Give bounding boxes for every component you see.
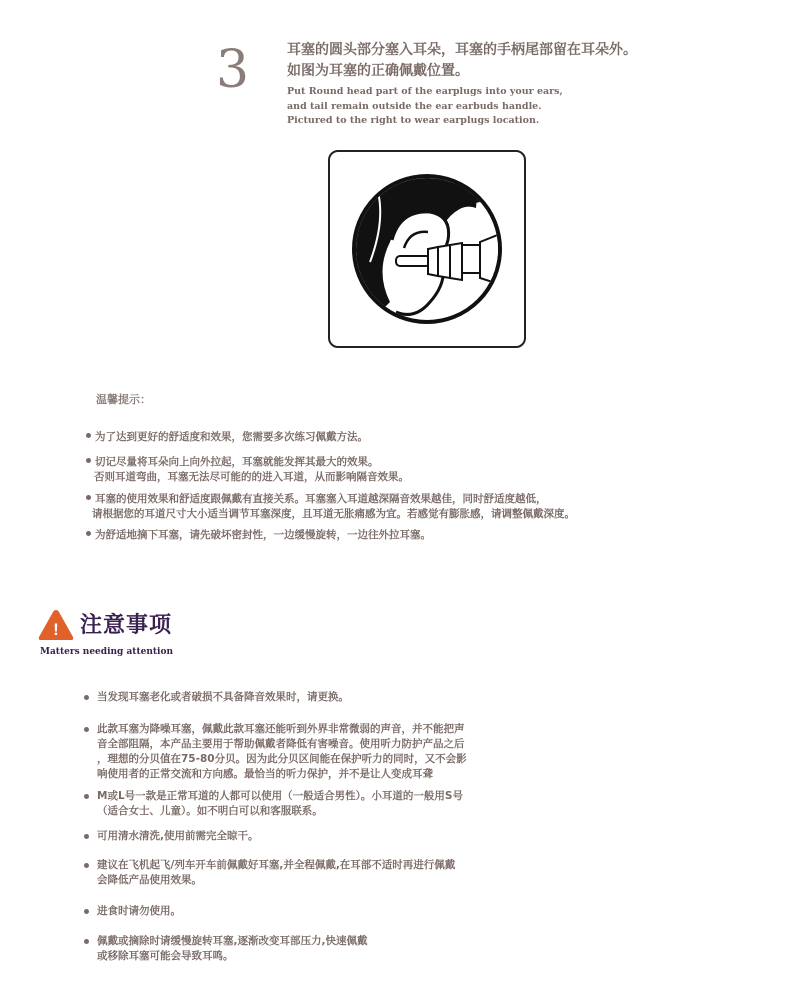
bullet-icon: [84, 863, 89, 868]
bullet-icon: [86, 458, 91, 463]
note-line: M或L号一款是正常耳道的人都可以使用（一般适合男性）。小耳道的一般用S号: [97, 790, 463, 802]
tip-item: [86, 455, 726, 470]
note-item: [84, 829, 544, 844]
tip-item: [86, 430, 726, 445]
bullet-icon: [86, 433, 91, 438]
note-line: 响使用者的正常交流和方向感。最恰当的听力保护，并不是让人变成耳聋: [97, 768, 433, 780]
bullet-icon: [84, 727, 89, 732]
tip-text: 否则耳道弯曲，耳塞无法尽可能的的进入耳道，从而影响隔音效果。: [94, 471, 409, 483]
warning-triangle-icon: [38, 609, 74, 641]
note-line: 音全部阻隔，本产品主要用于帮助佩戴者降低有害噪音。使用听力防护产品之后: [97, 738, 465, 750]
note-item: [84, 904, 544, 919]
note-line: 当发现耳塞老化或者破损不具备降音效果时，请更换。: [97, 691, 349, 703]
warning-title: 注意事项: [80, 613, 173, 638]
note-item: [84, 722, 544, 782]
bullet-icon: [84, 695, 89, 700]
tip-text: 请根据您的耳道尺寸大小适当调节耳塞深度，且耳道无胀痛感为宜。若感觉有膨胀感，请调整佩戴深度。: [92, 508, 575, 520]
step-instruction-cn: [287, 40, 747, 82]
note-line: 可用清水清洗,使用前需完全晾干。: [97, 830, 259, 842]
tip-item: [86, 528, 726, 543]
step-cn-line1: 耳塞的圆头部分塞入耳朵，耳塞的手柄尾部留在耳朵外。: [287, 42, 637, 58]
step-number: 3: [216, 40, 250, 100]
ear-illustration-svg: [330, 152, 524, 346]
bullet-icon: [84, 834, 89, 839]
step-en-line1: Put Round head part of the earplugs into your ears,: [287, 86, 563, 97]
tip-item-continuation: [94, 470, 734, 485]
note-line: ，理想的分贝值在75-80分贝。因为此分贝区间能在保护听力的同时，又不会影: [97, 753, 467, 765]
note-line: 会降低产品使用效果。: [97, 874, 202, 886]
tip-text: 切记尽量将耳朵向上向外拉起，耳塞就能发挥其最大的效果。: [95, 456, 379, 468]
bullet-icon: [84, 794, 89, 799]
warning-glyph: !: [53, 620, 59, 639]
bullet-icon: [84, 939, 89, 944]
ear-earplug-illustration: [328, 150, 526, 348]
step-cn-line2: 如图为耳塞的正确佩戴位置。: [287, 63, 469, 79]
bullet-icon: [86, 495, 91, 500]
step-en-line2: and tail remain outside the ear earbuds handle.: [287, 100, 542, 112]
tip-item: [86, 492, 726, 507]
warning-subtitle: Matters needing attention: [40, 647, 173, 657]
note-line: 佩戴或摘除时请缓慢旋转耳塞,逐渐改变耳部压力,快速佩戴: [97, 935, 368, 947]
bullet-icon: [86, 531, 91, 536]
tip-text: 为了达到更好的舒适度和效果，您需要多次练习佩戴方法。: [95, 431, 368, 443]
note-item: [84, 934, 544, 964]
step-en-line3: Pictured to the right to wear earplugs location.: [287, 115, 540, 126]
note-line: 建议在飞机起飞/列车开车前佩戴好耳塞,并全程佩戴,在耳部不适时再进行佩戴: [97, 859, 456, 871]
tip-text: 为舒适地摘下耳塞，请先破坏密封性，一边缓慢旋转，一边往外拉耳塞。: [95, 529, 431, 541]
note-item: [84, 789, 544, 819]
note-line: 进食时请勿使用。: [97, 905, 181, 917]
bullet-icon: [84, 909, 89, 914]
step-instruction-en: [287, 85, 707, 129]
note-item: [84, 858, 544, 888]
note-line: （适合女士、儿童）。如不明白可以和客服联系。: [97, 805, 323, 817]
note-item: [84, 690, 544, 705]
note-line: 或移除耳塞可能会导致耳鸣。: [97, 950, 234, 962]
note-line: 此款耳塞为降噪耳塞，佩戴此款耳塞还能听到外界非常微弱的声音，并不能把声: [97, 723, 465, 735]
tip-item-continuation: [92, 507, 732, 522]
tips-title: 温馨提示：: [96, 393, 151, 406]
tip-text: 耳塞的使用效果和舒适度跟佩戴有直接关系。耳塞塞入耳道越深隔音效果越佳，同时舒适度越低，: [95, 493, 547, 505]
